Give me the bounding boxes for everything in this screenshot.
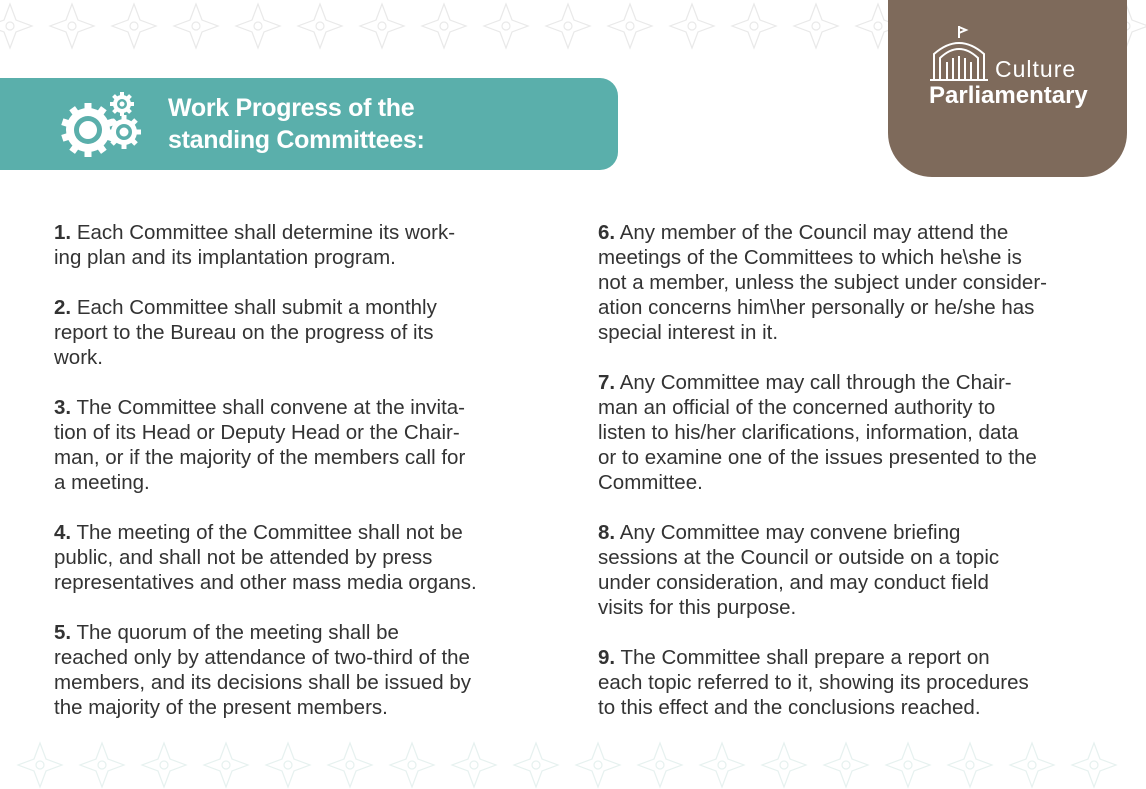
clause-item <box>598 645 1108 720</box>
clause-text: to this effect and the conclusions reached. <box>598 696 981 719</box>
clause-text: Committee. <box>598 471 703 494</box>
clause-text: Any Committee may convene briefing <box>619 521 961 544</box>
clause-item <box>598 520 1108 620</box>
brand-word-culture: Culture <box>995 56 1077 82</box>
clause-item <box>598 220 1108 345</box>
section-title-line-2: standing Committees: <box>168 126 425 154</box>
clause-text: The Committee shall convene at the invita- <box>76 396 465 419</box>
clause-line <box>598 470 1108 495</box>
clause-text: report to the Bureau on the progress of its <box>54 321 434 344</box>
clause-number: 7. <box>598 371 616 394</box>
clause-text: The quorum of the meeting shall be <box>76 621 399 644</box>
clause-text: meetings of the Committees to which he\she is <box>598 246 1022 269</box>
clause-line <box>598 645 1108 670</box>
clause-line <box>54 545 544 570</box>
clause-text: public, and shall not be attended by press <box>54 546 433 569</box>
clause-text: The meeting of the Committee shall not be <box>76 521 463 544</box>
clause-line <box>54 245 544 270</box>
clause-item <box>54 295 544 370</box>
clause-text: tion of its Head or Deputy Head or the Chair- <box>54 421 460 444</box>
clause-text: listen to his/her clarifications, information, data <box>598 421 1019 444</box>
clause-text: man, or if the majority of the members call for <box>54 446 466 469</box>
clause-line <box>598 570 1108 595</box>
clause-line <box>54 445 544 470</box>
clause-line <box>54 645 544 670</box>
clause-line <box>598 320 1108 345</box>
clause-line <box>598 670 1108 695</box>
clause-line <box>54 220 544 245</box>
clause-item <box>54 620 544 720</box>
clause-number: 8. <box>598 521 616 544</box>
brand-word-parliamentary: Parliamentary <box>929 82 1088 109</box>
clause-text: a meeting. <box>54 471 150 494</box>
left-column <box>54 220 544 745</box>
clause-number: 2. <box>54 296 72 319</box>
clause-number: 9. <box>598 646 616 669</box>
clause-line <box>598 270 1108 295</box>
clause-number: 6. <box>598 221 616 244</box>
clause-text: The Committee shall prepare a report on <box>620 646 990 669</box>
clause-line <box>54 420 544 445</box>
clause-text: Any member of the Council may attend the <box>619 221 1009 244</box>
clause-line <box>598 420 1108 445</box>
clause-text: under consideration, and may conduct field <box>598 571 989 594</box>
gears-icon <box>56 92 156 158</box>
right-column <box>598 220 1108 745</box>
clause-line <box>54 620 544 645</box>
clause-line <box>598 245 1108 270</box>
clause-number: 4. <box>54 521 72 544</box>
clause-text: Each Committee shall submit a monthly <box>76 296 437 319</box>
clause-text: representatives and other mass media organs. <box>54 571 477 594</box>
clause-text: ation concerns him\her personally or he/she has <box>598 296 1035 319</box>
clause-text: or to examine one of the issues presented to the <box>598 446 1037 469</box>
clause-line <box>598 220 1108 245</box>
clause-line <box>54 295 544 320</box>
clause-line <box>598 595 1108 620</box>
clause-text: Any Committee may call through the Chair- <box>619 371 1012 394</box>
clause-line <box>54 695 544 720</box>
clause-number: 1. <box>54 221 72 244</box>
clause-item <box>54 520 544 595</box>
clause-line <box>54 345 544 370</box>
clause-item <box>598 370 1108 495</box>
clause-line <box>54 570 544 595</box>
clause-number: 3. <box>54 396 72 419</box>
clause-item <box>54 220 544 270</box>
clause-text: work. <box>54 346 103 369</box>
clause-line <box>598 445 1108 470</box>
clause-text: man an official of the concerned authority to <box>598 396 996 419</box>
clause-line <box>54 670 544 695</box>
clause-line <box>54 520 544 545</box>
clause-line <box>598 370 1108 395</box>
clause-line <box>598 545 1108 570</box>
brand-logo-block <box>888 0 1127 177</box>
clause-line <box>598 295 1108 320</box>
clause-text: members, and its decisions shall be issued by <box>54 671 472 694</box>
clause-line <box>54 320 544 345</box>
clause-text: each topic referred to it, showing its procedures <box>598 671 1029 694</box>
clause-text: visits for this purpose. <box>598 596 797 619</box>
clause-line <box>54 395 544 420</box>
clause-text: Each Committee shall determine its work- <box>76 221 456 244</box>
clause-number: 5. <box>54 621 72 644</box>
clause-text: the majority of the present members. <box>54 696 388 719</box>
clause-line <box>598 520 1108 545</box>
clause-text: not a member, unless the subject under consider- <box>598 271 1047 294</box>
section-header <box>0 78 618 170</box>
clause-line <box>598 695 1108 720</box>
clause-line <box>54 470 544 495</box>
parliament-building-icon <box>928 24 990 82</box>
clause-item <box>54 395 544 495</box>
clause-text: special interest in it. <box>598 321 779 344</box>
clause-line <box>598 395 1108 420</box>
clause-text: ing plan and its implantation program. <box>54 246 396 269</box>
clause-text: sessions at the Council or outside on a topic <box>598 546 1000 569</box>
section-title <box>168 92 598 156</box>
section-title-line-1: Work Progress of the <box>168 94 415 122</box>
clause-text: reached only by attendance of two-third of the <box>54 646 470 669</box>
